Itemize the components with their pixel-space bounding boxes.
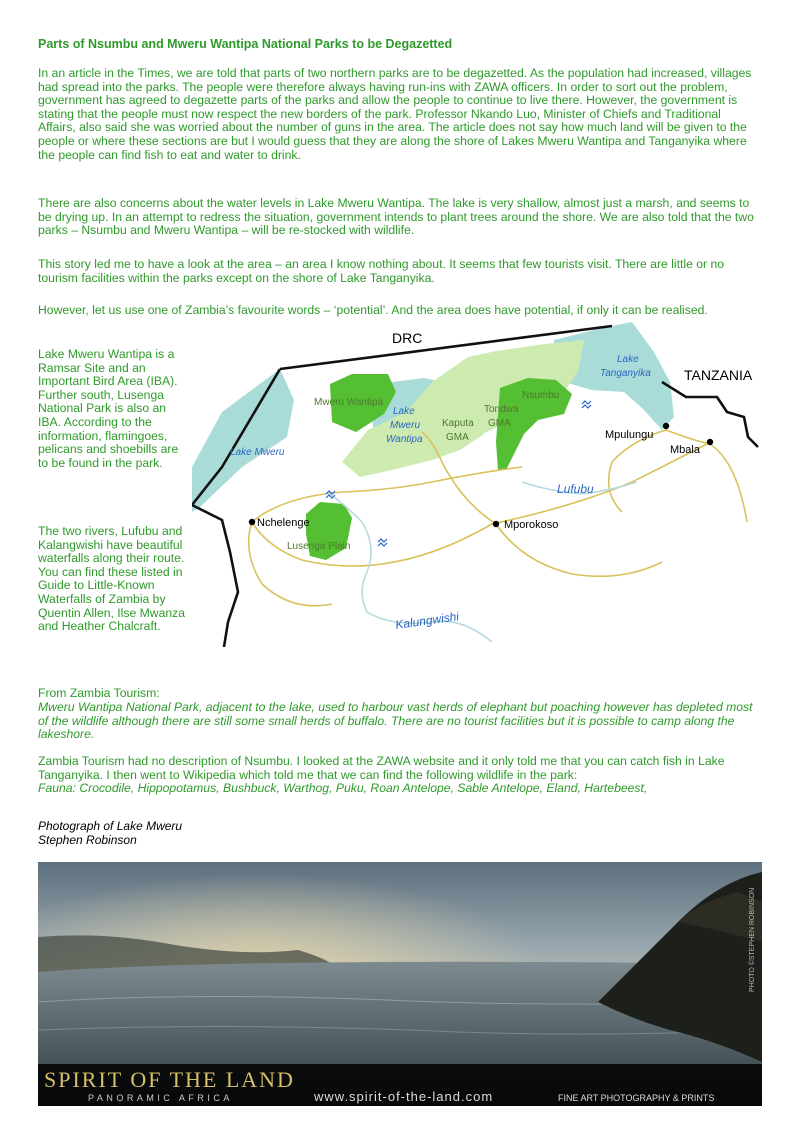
label-mporokoso: Mporokoso [504,519,559,531]
lake-mweru-photo [38,862,762,1106]
sidebar-rivers: The two rivers, Lufubu and Kalangwishi have beautiful waterfalls along their route. You can find these listed in Guide to Little-Known Waterfalls of Zambia by Quentin Allen, Ilse Mwanza and Heather Chalcraft. [38,524,186,634]
drc-border [192,505,238,647]
label-drc: DRC [392,330,423,346]
label-lake-mweru: Lake Mweru [230,447,285,458]
article-title: Parts of Nsumbu and Mweru Wantipa National Parks to be Degazetted [38,37,453,51]
zambia-tourism-heading: From Zambia Tourism: [38,686,160,700]
caption-author: Stephen Robinson [38,833,137,847]
zambia-tourism-quote: Mweru Wantipa National Park, adjacent to the lake, used to harbour vast herds of elephant but poaching however has depleted most of the wildlife although there are still some small herds of buffalo. There are no tourist facilities but it is possible to camp along the lakeshore. [38,700,753,742]
paragraph-nsumbu: Zambia Tourism had no description of Nsumbu. I looked at the ZAWA website and it only told me that you can catch fish in Lake Tanganyika. I then went to Wikipedia which told me that we can find the following wildlife in the park: [38,754,725,782]
brand-url: www.spirit-of-the-land.com [314,1089,494,1104]
label-lake-mweru-wantipa: Lake Mweru Wantipa [386,406,423,445]
photo-credit: PHOTO ©STEPHEN ROBINSON [749,887,756,992]
paragraph-intro: In an article in the Times, we are told that parts of two northern parks are to be degazetted. As the population had increased, villages had spread into the parks. The people were therefore always having run-ins with ZAWA officers. In order to sort out the problem, government has agreed to degazette parts of the parks and allow the people to continue to live there. However, the government is stating that the people must now respect the new borders of the park. Professor Nkando Luo, Minister of Chiefs and Traditional Affairs, also said she was worried about the number of guns in the area. The article does not say how much land will be given to the people or where these sections are but I would guess that they are along the shore of Lakes Mweru Wantipa and Tanganyika where the people can find fish to eat and water to drink. [38,66,752,162]
label-lusenga-plain: Lusenga Plain [287,541,351,552]
label-tanzania: TANZANIA [684,367,753,383]
label-mpulungu: Mpulungu [605,429,654,441]
fauna-list: Fauna: Crocodile, Hippopotamus, Bushbuck, Warthog, Puku, Roan Antelope, Sable Antelope, Eland, Hartebeest, [38,781,648,795]
label-mbala: Mbala [670,444,700,456]
brand-tagline: FINE ART PHOTOGRAPHY & PRINTS [558,1093,715,1103]
label-mweru-wantipa-park: Mweru Wantipa [314,397,384,408]
map-northern-zambia [192,322,772,647]
label-nsumbu: Nsumbu [522,390,560,401]
tanzania-border [662,382,758,447]
label-kaputa-gma: Kaputa GMA [442,418,474,443]
label-lufubu: Lufubu [557,482,594,496]
paragraph-potential: However, let us use one of Zambia’s favourite words – ‘potential’. And the area does have potential, if only it can be realised. [38,303,708,317]
lake-mweru [192,369,294,512]
label-kalungwishi: Kalungwishi [394,609,460,632]
label-lake-tanganyika: Lake Tanganyika [600,354,651,379]
paragraph-area: This story led me to have a look at the area – an area I know nothing about. It seems that few tourists visit. There are little or no tourism facilities within the parks except on the shore of Lake Tanganyika. [38,257,725,285]
label-tondwa-gma: Tondwa GMA [484,404,519,429]
brand-name: SPIRIT OF THE LAND [44,1067,295,1092]
caption-title: Photograph of Lake Mweru [38,819,183,833]
brand-subtitle: PANORAMIC AFRICA [88,1093,233,1103]
label-nchelenge: Nchelenge [257,517,310,529]
paragraph-water-levels: There are also concerns about the water levels in Lake Mweru Wantipa. The lake is very shallow, almost just a marsh, and seems to be drying up. In an attempt to redress the situation, government intends to plant trees around the shore. We are also told that the two parks – Nsumbu and Mweru Wantipa – will be re-stocked with wildlife. [38,196,754,238]
sidebar-ramsar: Lake Mweru Wantipa is a Ramsar Site and an Important Bird Area (IBA). Further south, Lusenga National Park is also an IBA. According to the information, flamingoes, pelicans and shoebills are to be found in the park. [38,347,179,470]
photo-caption [38,819,182,847]
